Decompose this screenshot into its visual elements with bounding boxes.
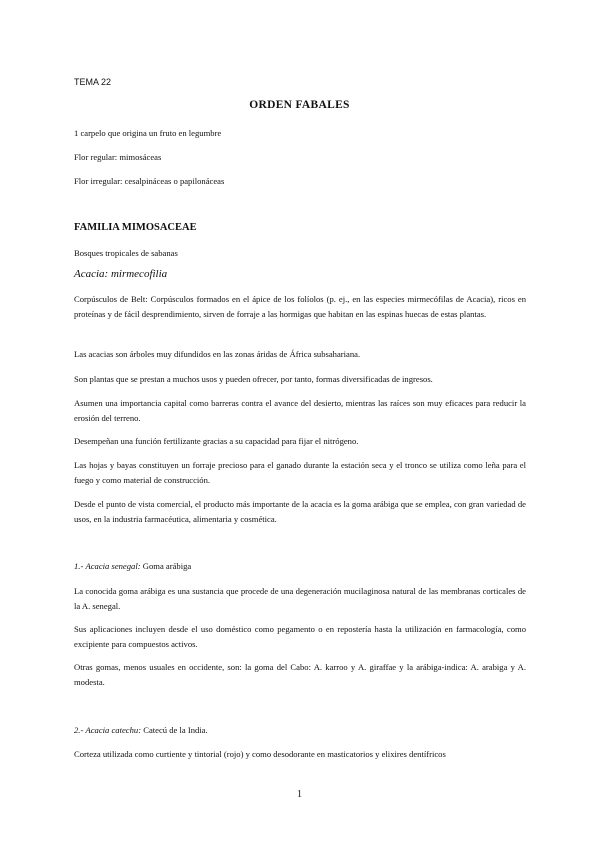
- paragraph-comercial: Desde el punto de vista comercial, el producto más importante de la acacia es la goma arábiga que se emplea, con gran variedad de usos, en la industria farmacéutica, alimentaria y cosmética.: [74, 499, 526, 524]
- section1-paragraph-1: La conocida goma arábiga es una sustancia que procede de una degeneración mucilaginosa natural de las membranas corticales de la A. senegal.: [74, 586, 526, 611]
- section1-species: Acacia senegal:: [85, 561, 141, 571]
- family-habitat: Bosques tropicales de sabanas: [74, 248, 178, 258]
- section1-paragraph-3: Otras gomas, menos usuales en occidente, son: la goma del Cabo: A. karroo y A. giraffae y la arábiga-indica: A. arabiga y A. modesta.: [74, 662, 526, 687]
- family-heading: FAMILIA MIMOSACEAE: [74, 222, 197, 233]
- section1-number: 1.-: [74, 561, 84, 571]
- paragraph-usos: Son plantas que se prestan a muchos usos y pueden ofrecer, por tanto, formas diversificadas de ingresos.: [74, 374, 433, 384]
- tema-label: TEMA 22: [74, 77, 112, 87]
- paragraph-forraje: Las hojas y bayas constituyen un forraje precioso para el ganado durante la estación seca y el tronco se utiliza como leña para el fuego y como material de construcción.: [74, 460, 526, 485]
- section1-heading: [74, 559, 526, 574]
- paragraph-belt: Corpúsculos de Belt: Corpúsculos formados en el ápice de los folíolos (p. ej., en las especies mirmecófilas de Acacia), ricos en proteínas y de fácil desprendimiento, sirven de forraje a las hormigas que habitan en las espinas huecas de estas plantas.: [74, 294, 526, 319]
- section2-species: Acacia catechu:: [85, 725, 142, 735]
- section2-number: 2.-: [74, 725, 84, 735]
- intro-line-2: Flor regular: mimosáceas: [74, 152, 162, 162]
- page-number: 1: [297, 789, 302, 800]
- paragraph-barreras: Asumen una importancia capital como barreras contra el avance del desierto, mientras las raíces son muy eficaces para reducir la erosión del terreno.: [74, 398, 526, 423]
- section1-common: Goma arábiga: [142, 561, 192, 571]
- species-heading: Acacia: mirmecofilia: [74, 268, 168, 280]
- section1-paragraph-2: Sus aplicaciones incluyen desde el uso doméstico como pegamento o en repostería hasta la utilización en farmacología, como excipiente para compuestos activos.: [74, 624, 526, 649]
- intro-line-3: Flor irregular: cesalpináceas o papilonáceas: [74, 176, 225, 186]
- section2-paragraph-1: Corteza utilizada como curtiente y tintorial (rojo) y como desodorante en masticatorios y elixires dentífricos: [74, 749, 446, 759]
- paragraph-acacias: Las acacias son árboles muy difundidos en las zonas áridas de África subsahariana.: [74, 349, 361, 359]
- section2-common: Catecú de la India.: [143, 725, 208, 735]
- intro-line-1: 1 carpelo que origina un fruto en legumbre: [74, 128, 222, 138]
- paragraph-nitrogeno: Desempeñan una función fertilizante gracias a su capacidad para fijar el nitrógeno.: [74, 436, 359, 446]
- section2-heading: [74, 723, 526, 738]
- page-title: ORDEN FABALES: [249, 99, 350, 111]
